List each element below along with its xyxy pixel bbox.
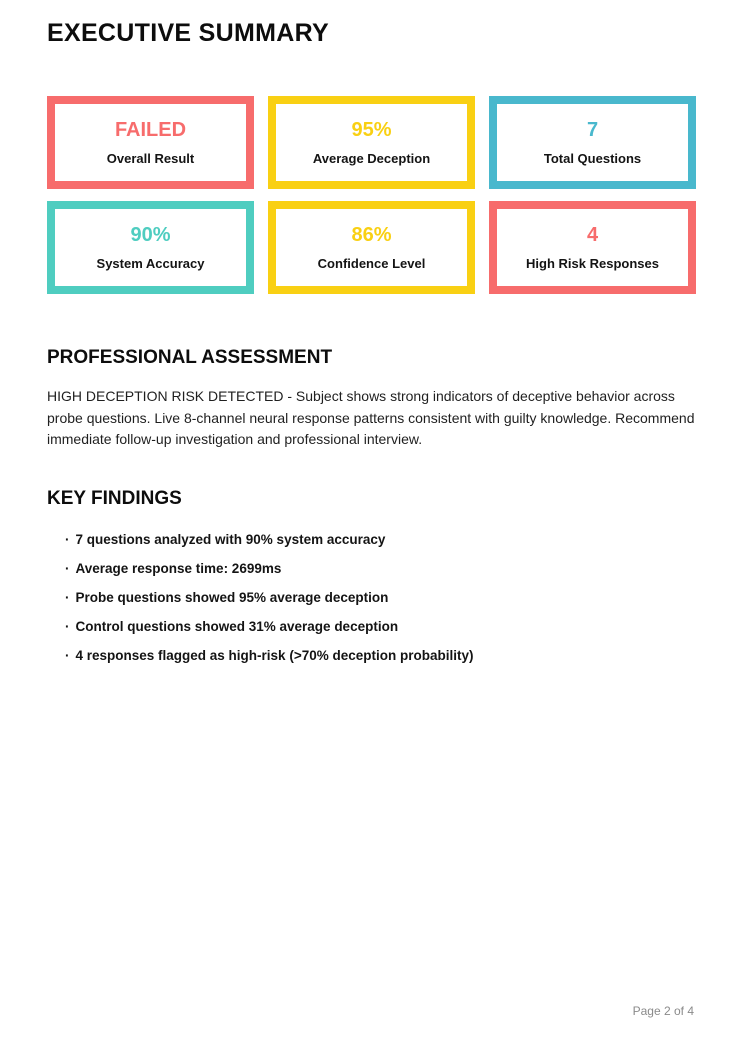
bullet-glyph: · xyxy=(65,618,70,634)
stat-value: FAILED xyxy=(114,119,187,141)
stat-value: 95% xyxy=(351,119,392,141)
finding-text: Probe questions showed 95% average deception xyxy=(75,589,389,605)
stat-card-confidence-level xyxy=(268,201,475,294)
assessment-paragraph: HIGH DECEPTION RISK DETECTED - Subject shows strong indicators of deceptive behavior across probe questions. Live 8-channel neural response patterns consistent with guilty knowledge. Recommend immediate follow-up investigation and professional interview. xyxy=(47,388,695,447)
stat-card-overall-result xyxy=(47,96,254,189)
stat-value: 86% xyxy=(351,224,392,246)
page-number: Page 2 of 4 xyxy=(632,1004,694,1018)
stat-card-system-accuracy xyxy=(47,201,254,294)
finding-text: 4 responses flagged as high-risk (>70% deception probability) xyxy=(75,647,474,663)
section-heading-key-findings: KEY FINDINGS xyxy=(47,487,182,509)
stat-label: High Risk Responses xyxy=(526,256,659,271)
stat-value: 4 xyxy=(586,224,599,246)
findings-list xyxy=(47,533,696,663)
finding-item xyxy=(65,620,696,634)
bullet-glyph: · xyxy=(65,589,70,605)
finding-item xyxy=(65,562,696,576)
stat-label: Total Questions xyxy=(543,151,642,166)
summary-stats-grid xyxy=(47,96,696,294)
stat-card-total-questions xyxy=(489,96,696,189)
stat-value: 90% xyxy=(130,224,171,246)
stat-card-high-risk-responses xyxy=(489,201,696,294)
finding-item xyxy=(65,533,696,547)
finding-item xyxy=(65,649,696,663)
finding-text: 7 questions analyzed with 90% system accuracy xyxy=(75,531,386,547)
stat-value: 7 xyxy=(586,119,599,141)
finding-text: Average response time: 2699ms xyxy=(75,560,282,576)
finding-text: Control questions showed 31% average deception xyxy=(75,618,399,634)
stat-label: Confidence Level xyxy=(317,256,426,271)
key-findings-section xyxy=(47,488,696,663)
bullet-glyph: · xyxy=(65,560,70,576)
finding-item xyxy=(65,591,696,605)
professional-assessment-section xyxy=(47,347,696,451)
stat-label: System Accuracy xyxy=(96,256,205,271)
stat-label: Average Deception xyxy=(312,151,431,166)
stat-label: Overall Result xyxy=(106,151,195,166)
stat-card-average-deception xyxy=(268,96,475,189)
bullet-glyph: · xyxy=(65,531,70,547)
section-heading-professional-assessment: PROFESSIONAL ASSESSMENT xyxy=(47,347,333,368)
page-title: EXECUTIVE SUMMARY xyxy=(47,19,329,47)
bullet-glyph: · xyxy=(65,647,70,663)
